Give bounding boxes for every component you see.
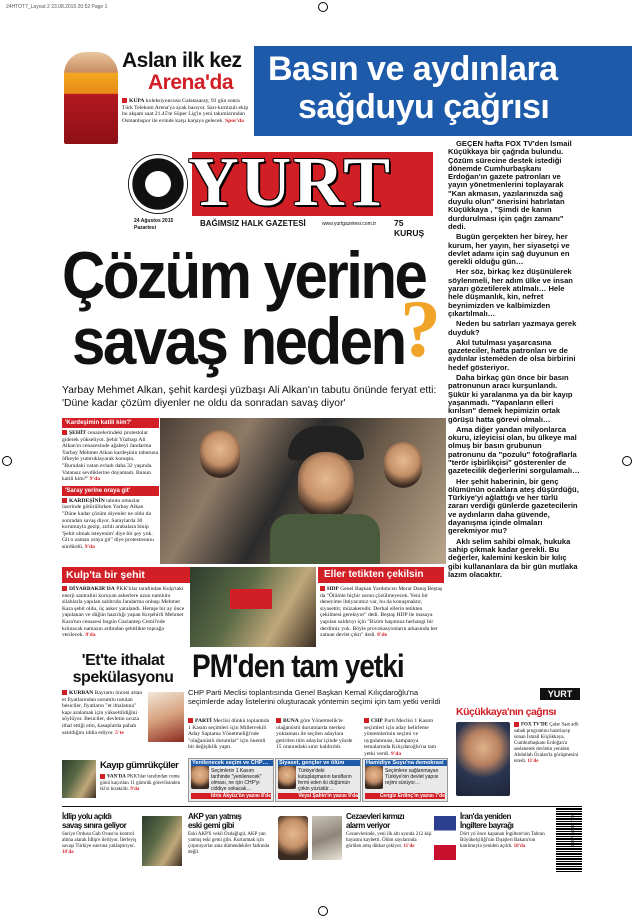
bottom-story-iran[interactable] [434,812,550,872]
main-headline-line-1: Çözüm yerine [62,238,426,313]
ithalat-title-2: spekülasyonu [72,669,174,686]
promo-text: koleksiyoncusu Galatasaray, 93 gün sonra Türk Telekom Arena'ya ayak basıyor. Sarı-kırmızılı ekip bu akşam saat 21.45'te Süper Lig'in yeni takımlarından Osmanlıspor ile evinde karşı karşıya gelecek. [122,98,249,124]
bottom-story-akp[interactable] [188,812,308,872]
bottom-1-text: Suriye Ordusu Gab Ovası'nı kontrol altına alarak İdlip'e ilerliyor. İlerleyiş savaşı Türkiye sınırına yaklaştırıyor. [62,832,137,849]
column-teasers [188,758,446,802]
bottom-3-text: Cezaevlerinde, yeni ilk altı ayında 212 kişi hayatını kaybetti. Ölüm sayılarında görülen artış dikkat çekiyor. [346,832,432,849]
columnist-photo [365,765,383,789]
editorial-paragraph: Akıl tutulması yaşarcasına gazeteciler, hatta patronları ve de aydınlar istemėden de olsa birbirini hedef gösteriyor. [448,337,576,372]
question-mark-icon: ? [400,283,441,374]
pm-col1-kicker: PARTİ [195,718,212,724]
bottom-1-title-1: İdlip yolu açıldı [62,812,112,821]
crowd-face [200,430,240,478]
masthead-slogan: BAĞIMSIZ HALK GAZETESİ [200,219,306,228]
kicker-sehit: ŞEHİT [69,430,87,436]
bullet-icon [62,430,67,435]
main-side-column [62,418,159,551]
bottom-4-title-2: İngiltere bayrağı [460,821,514,830]
bullet-icon [122,98,127,103]
editorial-paragraph: Daha birkaç gün önce bir basın patronunun aracı kurşunlandı. Şükür ki yaralanma ya da bir kayıp yaşanmadı. "Yapanların elleri kırılsın" demek hepimizin ortak görüşü hatta görevi olmalı… [448,373,573,424]
flag-coffin [230,589,272,609]
main-story[interactable] [62,238,452,387]
officer-uniform [270,514,380,564]
gumrukcu-kicker: VAN'DA [107,774,126,780]
columnist-photo [278,765,296,789]
column-2-title: Siyaset, gençler ve ölüm [278,760,360,766]
editorial-signature: YURT [540,688,580,700]
kicker-kardesinin: KARDEŞİNİN [69,497,105,504]
kucukkaya-title: Küçükkaya'nın çağrısı [456,706,556,718]
bottom-1-ref: 10'da [62,850,74,855]
bottom-1-title-2: savaş sınıra geliyor [62,821,127,830]
bullet-icon [188,718,193,723]
column-1-author: İdris Akyüz'ün yazısı 8'de [191,793,271,799]
tag-saray: 'Saray yerine oraya git' [62,486,159,496]
editorial-paragraph: Her şehit haberinin, bir genç ölümünün ocaklara ateş düşürdüğü, Türkiye'yi ağlattığı ve her türlü zararı verdiği günlerde gazetecilerin ve aydınların daha güvende, dayanışma içinde olmaları gerekmiyor mu? [448,476,579,536]
kulp-title[interactable]: Kulp'ta bir şehit [62,567,191,583]
eller-text: Genel Başkan Yardımcısı Meral Danış Beştaş da "Ölümle hiçbir sorun çözülmeyecek. Yeni bir deneyime ihtiyacımız var, bu da konuşmaktır, siyasettir, müzakeredir. Derhal ellerin tetikten çekilmesi gerekiyor" dedi. Beştaş HDP ile masaya yapılan saldırıyı için "Bizim başımıza herhangi bir derdimiz yok. Böyle provokasyonların arkasında her zaman devlet çıktı" dedi. [320,586,443,639]
banner-line-1: Basın ve aydınlara [268,50,558,88]
main-subhead: Yarbay Mehmet Alkan, şehit kardeşi yüzbaşı Ali Alkan'ın tabutu önünde feryat etti: 'Düne kadar çözüm diyenler ne oldu da sonradan savaş diyor' [62,385,437,409]
main-photo [160,418,446,564]
bottom-3-photo [312,816,342,860]
footballer-photo [64,52,118,144]
pm-col1-text: Meclisi dünkü toplantıda 1 Kasım seçimleri için Milletvekili Aday Saptama Yönetmeliği'nde "olağanüstü durumlar" için önemli bir değişiklik yaptı. [188,718,270,751]
kucukkaya-box[interactable] [456,706,580,798]
pm-story[interactable] [188,648,446,757]
pm-col3-ref: 9'da [390,750,402,757]
main-text-1: cenazelerindeki protestolar giderek yükseliyor. Şehit Yüzbaşı Ali Alkan'ın cenazesinde ağabeyi Jandarma Yarbay Mehmet Alkan kardeşinin tabutuna öfkeyle yumruklayarak konuştu. "Burudaki vatan evladı daha 32 yaşında. Vatansız sevdiklerine doyamadı. Bunun katili kim?" [62,430,159,483]
bullet-icon [100,774,105,779]
masthead-title: YURT [188,144,392,221]
promo-kicker: KUPA [129,98,145,104]
pm-intro: CHP Parti Meclisi toplantısında Genel Başkan Kemal Kılıçdaroğlu'na seçimlerde aday listelerini oluşturacak yöntemin seçimi için tam yetki verildi [188,688,441,706]
eller-ref: 8'de [377,632,388,639]
bottom-2-photo [278,816,308,860]
ithalat-title-1: 'Et'te ithalat [81,652,165,669]
eller-kicker: HDP [327,586,339,592]
bottom-1-photo [142,816,182,866]
column-1-text: Seçimlerin 1 Kasım tarihinde "yenilenecek" olması, ne için CHP'yi ciddiye sokacak… [211,768,262,792]
kulp-ref: 9'da [85,632,96,639]
column-3-text: Seçimlere sağlanmayan Türkiye'nin devlet yapısı rejimi sürüyor… [385,768,439,786]
gumrukcu-title: Kayıp gümrükçüler [100,760,179,771]
gumrukcu-text: PKK'lılar tarafından cuma günü kaçırılan 11 gümrük görevlisinden iki'si bırakıldı. [100,774,181,792]
masthead-date: 24 Ağustos 2015 [134,218,174,224]
registration-mark [318,906,328,916]
kucukkaya-photo [456,722,510,796]
columnist-photo [191,765,209,789]
gumrukcu-photo [62,760,96,798]
top-left-promo[interactable] [64,46,252,146]
kucukkaya-ref: 11'de [527,758,539,764]
masthead-logo-emblem [128,154,188,214]
bottom-2-title-1: AKP yan yatmış [188,812,242,821]
editorial-column [448,140,580,700]
bottom-divider [62,806,582,807]
bottom-4-ref: 10'da [513,844,526,849]
editorial-paragraph: GEÇEN hafta FOX TV'den İsmail Küçükkaya bir çağrıda bulundu. Çözüm sürecine destek istediği dönemde Cumhurbaşkanı Erdoğan'ın gazete patronları ve yayın yönetmenlerini toplayarak "Kan akmasın, yazılarınızda sağ duyulu olun" önerisini hatırlatan Küçükkaya , "Şimdi de kanın durdurulması için çağrı zamanı" dedi. [448,140,572,231]
promo-ref: Spor'da [225,117,244,124]
masthead [128,144,433,238]
bottom-4-title-1: İran'da yeniden [460,812,511,821]
pm-col2-kicker: BUNA [283,718,299,724]
ithalat-kicker: KURBAN [69,690,94,696]
main-ref-2: 9'da [84,543,95,550]
main-ref-1: 9'da [89,476,101,483]
bottom-4-photo [434,816,456,860]
bullet-icon [276,718,281,723]
tag-kardesimin: 'Kardeşimin katili kim?' [62,418,159,428]
pm-col3-text: Parti Meclisi 1 Kasım seçimleri için aday belirleme yöntemlerinin seçimi ve uygulanması, kampanya temalarında Kılıçdaroğlu'na tam yetki verdi. [364,718,437,757]
bullet-icon [62,498,67,503]
editorial-paragraph: Ama diğer yandan milyonlarca okuru, izleyicisi olan, bu ülkeye mal olmuş bir basın grubunun patronunu da "pozulu" fotoğraflarla "terör işbirlikçisi" gösterenler de gazetecilik değerlerini sorgulamalı… [448,424,580,476]
editorial-paragraph: Aklı selim sahibi olmak, hukuka sahip çıkmak kadar gerekli. Bu değerler, kalemini keskin bir kılıç gibi kullananlara da bir gün mutlaka lazım olacaktır. [448,536,578,579]
registration-mark [622,456,632,466]
promo-headline-1: Aslan ilk kez [122,49,242,72]
column-teaser[interactable] [275,758,361,802]
pm-col3-kicker: CHP [371,718,383,724]
coffin-photo [190,567,316,647]
column-3-author: Cengiz Erdinç'in yazısı 7'de [365,793,445,799]
bullet-icon [320,586,325,591]
ithalat-ref: 5'te [115,729,124,736]
bottom-story-cezaevleri[interactable] [312,812,432,872]
kulp-text: PKK'lılar tarafından Kulp'taki enerji santralini koruyan askerlere uzun namlulu silahlarla yapılan saldırıda Jandarma onbaşı Mehmet Kara şehit oldu, üç asker yaralandı. Hemşe bir ay önce yapılanan ve düğün hazırlığı yapan Kırşehirli Mehmet Kara'nın cenazesi bugün Gaziantep Cemil'nde kılınacak namazın ardından şehitlikte toprağa verilecek. [62,586,185,639]
top-banner[interactable] [254,46,632,136]
column-3-title: Hamidiye Suyu'na demokrasi [365,760,447,766]
column-2-text: Türkiye'deki kutuplaşmanın tarafların fermi eden iki düğümün çirkin yüzüdür… [298,768,352,792]
pm-col2-text: göre Yönetmelik'te olağanüstü durumlarda merkez yoklaması ile seçilen adaylara getirilen tüm adaylar içinde yüzde 15 oranındaki sınır kaldırıldı. [276,718,353,751]
column-2-author: Veysi Şahin'in yazısı 9'da [278,793,358,799]
pm-headline: PM'den tam yetki [192,648,404,684]
bottom-2-title-2: eski gemi gibi [188,821,234,830]
editorial-paragraph: Her söz, birkaç kez düşünülerek söylenmeli, her adım ülke ve insan yararı gözetilerek atılmalı… Hele hele düşmanlık, kin, nefret beynimizden ve kalbimizden çıkartılmalı… [448,267,573,318]
masthead-price: 75 KURUŞ [394,218,425,238]
bottom-3-ref: 11'de [403,844,415,849]
bottom-4-text: Dört yıl önce kapanan İngiltere'nin Tahran Büyükelçiliği'nin Dışişleri Bakanı'nın katılımıyla yeniden açıldı. [460,832,545,849]
banner-line-2: sağduyu çağrısı [298,88,550,126]
promo-headline-2: Arena'da [148,71,234,94]
column-teaser[interactable] [362,758,448,802]
bottom-2-text: Eski AKP'li vekil Özdağlıgıl, AKP yan yatmış eski gemi gibi. Kurtarmak için çırpınıyorlar ama dümendekiler farkında değil. [188,832,270,855]
kucukkaya-kicker: FOX TV'DE [521,722,548,728]
editorial-paragraph: Neden bu satırları yazmaya gerek duyduk? [448,319,577,337]
barcode [556,806,582,872]
kucukkaya-text: Çalar Saat adlı sabah programını hazırlayıp sunan İsmail Küçükkaya, Cumhurbaşkanı Erdoğan'a seslenerek devletin yeniden Abdullah Öcalan'la görüşmesini istedi. [514,722,579,764]
ithalat-text: Bayramı öncesi artan et fiyatlarından sorumlu tutulan besiciler, fiyatların "et ithalatına" kapı aralamak için yükseltildiğini söylüyor. Besiciler, devletin ucuza ithal ettiği etin, kasaplarda pahalı satıldığını iddia ediyor. [62,690,143,736]
bullet-icon [514,722,519,727]
bottom-story-idlip[interactable] [62,812,184,872]
eller-title[interactable]: Eller tetikten çekilsin [318,567,444,583]
gumrukcu-story[interactable] [62,760,186,800]
officer-face [298,452,354,518]
gumrukcu-ref: 9'da [130,786,140,792]
print-info: 24HTOT7_Layout 2 23.08.2015 20:52 Page 1 [6,4,108,10]
crowd-face [384,442,422,488]
registration-mark [318,2,328,12]
bullet-icon [364,718,369,723]
main-text-2: tabutu omuzlar üzerinde götürülürken Yarbay Alkan "Düne kadar çözüm diyenler ne oldu da sonradan savaş diyor. Saraylarda 30 korumayla gezip, zırhlı arabalara binip 'Şehit olmak isteyenim' diye bir şey yok. Git o zaman oraya git" diye protestosunu sürdürdü. [62,497,154,550]
bottom-3-title-2: alarm veriyor [346,821,390,830]
registration-mark [2,456,12,466]
masthead-url: www.yurtgazetesi.com.tr [322,221,377,227]
main-headline-line-2: savaş neden [72,304,405,379]
meat-photo [148,692,184,742]
bullet-icon [62,690,67,695]
barcode-text: ISSN 1302-7980 [570,812,575,846]
bullet-icon [62,586,67,591]
column-1-title: Yenilenecek seçim ve CHP… [191,760,273,766]
kulp-kicker: DİYARBAKIR'DA [69,586,115,592]
ithalat-story[interactable] [62,652,184,752]
editorial-paragraph: Bugün gerçekten her birey, her kurum, her yayın, her siyasetçi ve devlet adamı için sağ duyunun en gerekli olduğu gün… [448,232,570,267]
bottom-3-title-1: Cezaevleri kırmızı [346,812,405,821]
column-teaser[interactable] [188,758,274,802]
masthead-day: Pazartesi [134,225,156,231]
